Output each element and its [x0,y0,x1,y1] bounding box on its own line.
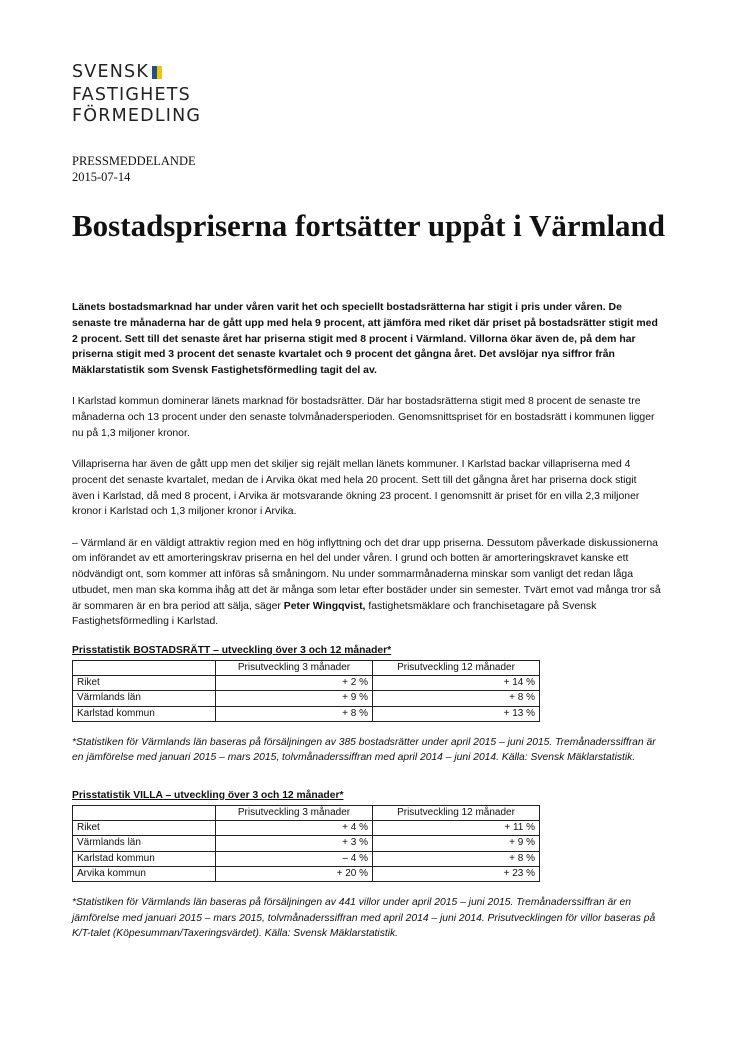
logo-line-2: FASTIGHETS [72,85,191,105]
value-12m: + 9 % [373,836,540,851]
table-header-cell [73,805,216,820]
row-label: Karlstad kommun [73,851,216,866]
table-row [73,836,540,851]
quote-author: Peter Wingqvist, [283,600,366,612]
document-type: PRESSMEDDELANDE [72,154,196,168]
headline: Bostadspriserna fortsätter uppåt i Värmland [72,208,666,243]
quote-tail: fastighetsmäklare och franchisetagare på Svensk Fastighetsförmedling i Karlstad. [72,600,597,628]
table-row [73,676,540,691]
row-label: Värmlands län [73,691,216,706]
bostadsratt-table [72,660,540,722]
table-row [73,866,540,881]
paragraph-2: Villapriserna har även de gått upp men det skiljer sig rejält mellan länets kommuner. I Karlstad backar villapriserna med 4 procent det senaste kvartalet, medan de i Arvika ökat med hela 20 procent. Sett till det gångna året har priserna dock stigit även i Karlstad, då med 8 procent, i Arvika är motsvarande ökning 23 procent. I genomsnitt är priset för en villa 2,3 miljoner kronor i Karlstad och 1,3 miljoner kronor i Arvika. [72,459,640,518]
table-row [73,706,540,721]
table-header-cell [73,660,216,675]
row-label: Karlstad kommun [73,706,216,721]
quote-text: – Värmland är en väldigt attraktiv region med en hög inflyttning och det drar upp priserna. Dessutom påverkade diskussionerna om införandet av ett amorteringskrav priserna en hel del under våren. I grund och botten är amorteringskravet kanske ett nödvändigt ont, som kommer att införas så småningom. Nu under sommarmånaderna minskar som vanligt det redan låga utbudet, men man ska komma ihåg att det är många som letar efter bostäder under sin semester. Tvärt emot vad många tror så är sommaren är en bra period att sälja, säger [72,537,661,612]
table-header-cell: Prisutveckling 3 månader [216,660,373,675]
table-header-row [73,660,540,675]
table-header-cell: Prisutveckling 12 månader [373,805,540,820]
value-12m: + 14 % [373,676,540,691]
flag-icon [152,64,162,85]
company-logo [72,62,201,127]
value-3m: + 9 % [216,691,373,706]
value-12m: + 8 % [373,851,540,866]
value-12m: + 11 % [373,820,540,835]
value-3m: – 4 % [216,851,373,866]
value-12m: + 8 % [373,691,540,706]
article-body [72,300,662,942]
bostadsratt-footnote: *Statistiken för Värmlands län baseras på försäljningen av 385 bostadsrätter under april 2015 – juni 2015. Tremånaderssiffran är en jämförelse med januari 2015 – mars 2015, tolvmånaderssiffran med april 2014 – juni 2014. Källa: Svensk Mäklarstatistik. [72,736,656,764]
villa-footnote: *Statistiken för Värmlands län baseras på försäljningen av 441 villor under april 2015 – juni 2015. Tremånaderssiffran är en jämförelse med januari 2015 – mars 2015, tolvmånaderssiffran med april 2014 – juni 2014. Prisutvecklingen för villor baseras på K/T-talet (Köpesumman/Taxeringsvärdet). Källa: Svensk Mäklarstatistik. [72,897,656,940]
villa-table [72,805,540,882]
value-3m: + 4 % [216,820,373,835]
table-header-cell: Prisutveckling 3 månader [216,805,373,820]
value-12m: + 23 % [373,866,540,881]
table-row [73,691,540,706]
document-date: 2015-07-14 [72,170,131,184]
table-row [73,820,540,835]
row-label: Värmlands län [73,836,216,851]
paragraph-1: I Karlstad kommun dominerar länets marknad för bostadsrätter. Där har bostadsrätterna stigit med 8 procent de senaste tre månaderna och 13 procent under den senaste tolvmånadersperioden. Genomsnittspriset för en bostadsrätt i kommunen ligger nu på 1,3 miljoner kronor. [72,396,655,439]
value-3m: + 8 % [216,706,373,721]
table-header-row [73,805,540,820]
villa-table-title: Prisstatistik VILLA – utveckling över 3 och 12 månader* [72,789,344,801]
bostadsratt-table-title: Prisstatistik BOSTADSRÄTT – utveckling över 3 och 12 månader* [72,645,392,656]
lead-paragraph: Länets bostadsmarknad har under våren varit het och speciellt bostadsrätterna har stigit i pris under våren. De senaste tre månaderna har de gått upp med hela 9 procent, att jämföra med riket där priset på bostadsrätter stigit med 2 procent. Sett till det senaste året har priserna stigit med 8 procent i Värmland. Villorna ökar även de, på dem har priserna stigit med 3 procent det senaste kvartalet och 9 procent det gångna året. Det avslöjar nya siffror från Mäklarstatistik som Svensk Fastighetsförmedling tagit del av. [72,302,658,376]
table-header-cell: Prisutveckling 12 månader [373,660,540,675]
value-3m: + 2 % [216,676,373,691]
villa-section [72,788,662,942]
logo-line-3: FÖRMEDLING [72,106,202,126]
value-3m: + 20 % [216,866,373,881]
press-meta [72,153,196,185]
value-3m: + 3 % [216,836,373,851]
row-label: Riket [73,820,216,835]
row-label: Arvika kommun [73,866,216,881]
paragraph-3 [72,536,662,631]
value-12m: + 13 % [373,706,540,721]
row-label: Riket [73,676,216,691]
logo-line-1: SVENSK [72,62,150,82]
bostadsratt-section [72,643,662,766]
table-row [73,851,540,866]
